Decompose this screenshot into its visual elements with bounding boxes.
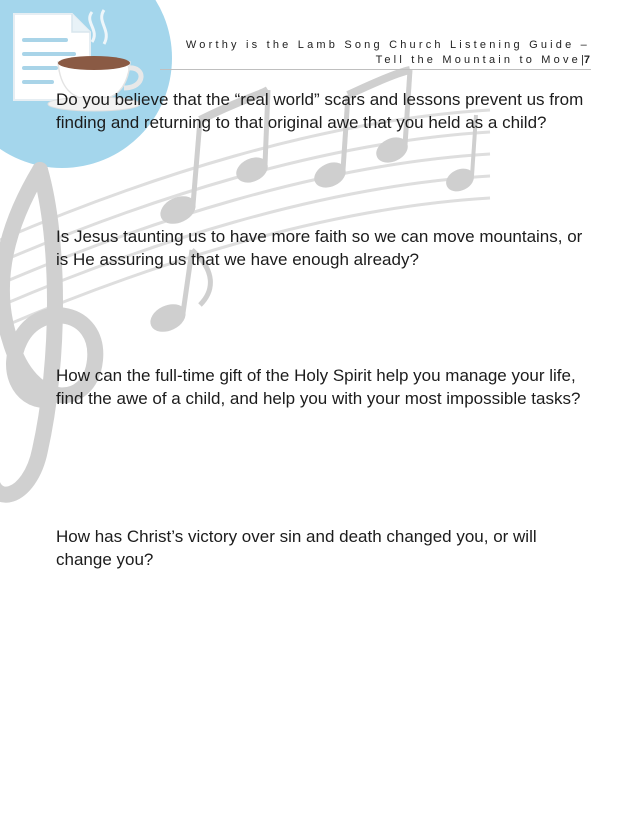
header-title-line1: Worthy is the Lamb Song Church Listening Guide – xyxy=(185,39,590,51)
question-2: Is Jesus taunting us to have more faith so we can move mountains, or is He assuring us that we have enough already? xyxy=(56,227,583,269)
treble-clef-icon xyxy=(0,170,95,495)
page-header xyxy=(150,38,590,68)
header-title-line2 xyxy=(150,53,590,68)
page-number: 7 xyxy=(583,54,590,66)
header-subtitle: Tell the Mountain to Move xyxy=(375,54,582,66)
question-3: How can the full-time gift of the Holy Spirit help you manage your life, find the awe of a child, and help you with your most impossible tasks? xyxy=(56,366,581,408)
question-1: Do you believe that the “real world” scars and lessons prevent us from finding and returning to that original awe that you held as a child? xyxy=(56,90,584,132)
question-4: How has Christ’s victory over sin and death changed you, or will change you? xyxy=(56,527,537,569)
header-separator: | xyxy=(581,54,584,66)
header-divider xyxy=(160,69,591,70)
